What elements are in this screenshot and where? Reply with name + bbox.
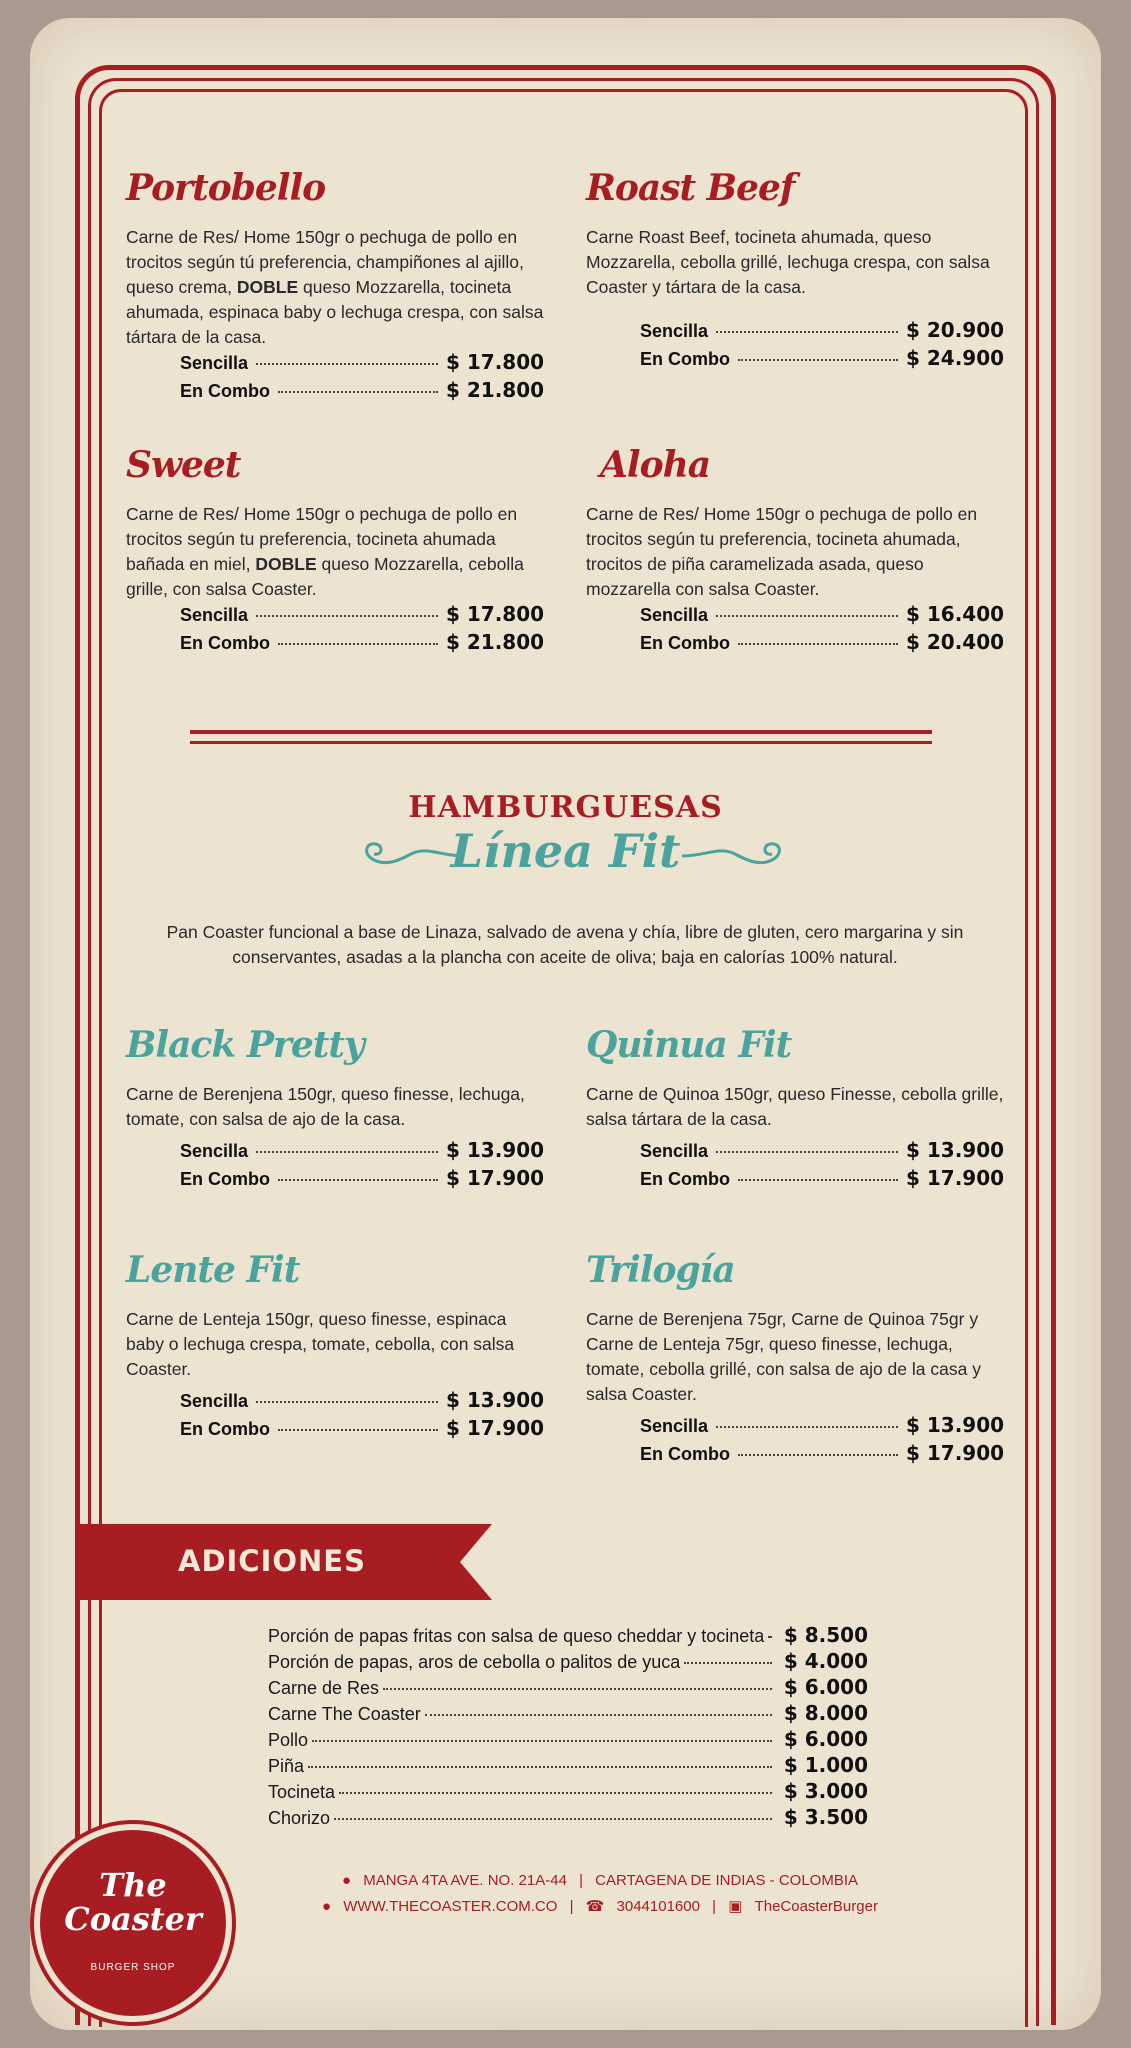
item-description: Carne Roast Beef, tocineta ahumada, queso Mozzarella, cebolla grillé, lechuga crespa, con salsa Coaster y tártara de la casa.: [586, 227, 990, 297]
price-label: En Combo: [640, 1169, 730, 1189]
phone-icon: ☎: [585, 1898, 605, 1915]
price-row-sencilla: [180, 1138, 545, 1166]
price-label: En Combo: [640, 349, 730, 369]
right-swirl-ornament: [680, 836, 790, 876]
price-value: $ 24.900: [906, 346, 1005, 370]
instagram-handle[interactable]: TheCoasterBurger: [754, 1898, 878, 1915]
dot-leader: [768, 1636, 772, 1638]
dot-leader: [738, 1179, 898, 1181]
addon-row: [268, 1805, 868, 1831]
addon-row: [268, 1649, 868, 1675]
address-text: MANGA 4TA AVE. NO. 21A-44: [363, 1872, 567, 1889]
addon-label: Tocineta: [268, 1782, 336, 1802]
menu-item-roast-beef: [586, 163, 1006, 374]
location-pin-icon: ●: [341, 1872, 352, 1889]
city-text: CARTAGENA DE INDIAS - COLOMBIA: [595, 1872, 859, 1889]
item-description: Carne de Res/ Home 150gr o pechuga de pollo en trocitos según tu preferencia, tocineta ahumada bañada en miel, DOBLE queso Mozzarella, cebolla grille, con salsa Coaster.: [126, 504, 524, 599]
addon-price: $ 6.000: [783, 1727, 868, 1751]
item-title: Quinua Fit: [586, 1024, 792, 1066]
section-divider-bottom: [190, 741, 932, 744]
dot-leader: [256, 363, 438, 365]
addon-label: Porción de papas, aros de cebolla o palitos de yuca: [268, 1652, 681, 1672]
item-title: Roast Beef: [586, 167, 795, 209]
price-value: $ 21.800: [446, 378, 545, 402]
price-row-combo: [180, 378, 545, 406]
price-row-combo: [640, 1166, 1005, 1194]
addon-row: [268, 1779, 868, 1805]
addon-label: Pollo: [268, 1730, 309, 1750]
price-value: $ 13.900: [446, 1388, 545, 1412]
price-value: $ 13.900: [906, 1413, 1005, 1437]
instagram-icon: ▣: [728, 1898, 743, 1915]
price-label: Sencilla: [180, 1141, 249, 1161]
item-title: Portobello: [126, 167, 326, 209]
item-description: Carne de Lenteja 150gr, queso finesse, espinaca baby o lechuga crespa, tomate, cebolla, con salsa Coaster.: [126, 1309, 515, 1379]
dot-leader: [312, 1740, 772, 1742]
addon-label: Porción de papas fritas con salsa de queso cheddar y tocineta: [268, 1626, 765, 1646]
menu-item-black-pretty: [126, 1020, 546, 1194]
dot-leader: [716, 1426, 898, 1428]
addon-label: Chorizo: [268, 1808, 331, 1828]
item-title: Trilogía: [586, 1249, 735, 1291]
price-label: Sencilla: [180, 605, 249, 625]
addon-price: $ 6.000: [783, 1675, 868, 1699]
menu-item-sweet: [126, 440, 546, 658]
price-label: En Combo: [640, 1444, 730, 1464]
dot-leader: [278, 1179, 438, 1181]
section-subtitle: Línea Fit: [450, 824, 681, 878]
price-value: $ 13.900: [906, 1138, 1005, 1162]
price-label: Sencilla: [180, 353, 249, 373]
dot-leader: [256, 615, 438, 617]
price-row-combo: [180, 1166, 545, 1194]
price-label: En Combo: [180, 1169, 270, 1189]
price-row-combo: [640, 630, 1005, 658]
menu-item-lente-fit: [126, 1245, 546, 1444]
price-label: En Combo: [180, 633, 270, 653]
price-label: Sencilla: [640, 321, 709, 341]
price-value: $ 17.900: [446, 1166, 545, 1190]
dot-leader: [716, 615, 898, 617]
price-label: Sencilla: [640, 1141, 709, 1161]
dot-leader: [716, 331, 898, 333]
section-title: HAMBURGUESAS: [408, 790, 723, 825]
addon-row: [268, 1675, 868, 1701]
dot-leader: [256, 1151, 438, 1153]
price-value: $ 20.400: [906, 630, 1005, 654]
dot-leader: [684, 1662, 772, 1664]
item-description: Carne de Res/ Home 150gr o pechuga de pollo en trocitos según tu preferencia, tocineta ahumada, trocitos de piña caramelizada asada, queso mozzarella con salsa Coaster.: [586, 504, 978, 599]
dot-leader: [308, 1766, 772, 1768]
dot-leader: [425, 1714, 772, 1716]
dot-leader: [716, 1151, 898, 1153]
price-label: En Combo: [180, 381, 270, 401]
price-row-sencilla: [640, 602, 1005, 630]
price-value: $ 17.900: [906, 1166, 1005, 1190]
item-description: Carne de Berenjena 75gr, Carne de Quinoa 75gr y Carne de Lenteja 75gr, queso finesse, lechuga, tomate, cebolla grillé, con salsa de ajo de la casa y salsa Coaster.: [586, 1309, 981, 1404]
separator: |: [579, 1872, 583, 1889]
addon-row: [268, 1727, 868, 1753]
item-title: Aloha: [600, 444, 711, 486]
logo-text-line1: The: [99, 1866, 167, 1904]
price-value: $ 13.900: [446, 1138, 545, 1162]
addon-label: Piña: [268, 1756, 305, 1776]
price-value: $ 17.800: [446, 602, 545, 626]
item-title: Lente Fit: [126, 1249, 300, 1291]
price-row-sencilla: [180, 350, 545, 378]
price-row-sencilla: [180, 1388, 545, 1416]
addon-row: [268, 1701, 868, 1727]
addon-label: Carne de Res: [268, 1678, 380, 1698]
addon-price: $ 3.500: [783, 1805, 868, 1829]
price-row-combo: [640, 346, 1005, 374]
item-title: Sweet: [126, 444, 241, 486]
dot-leader: [738, 1454, 898, 1456]
price-row-sencilla: [640, 1138, 1005, 1166]
menu-item-aloha: [586, 440, 1006, 658]
menu-item-portobello: [126, 163, 546, 406]
price-row-combo: [640, 1441, 1005, 1469]
item-title: Black Pretty: [126, 1024, 364, 1066]
web-icon: ●: [322, 1898, 332, 1915]
price-value: $ 17.900: [446, 1416, 545, 1440]
price-value: $ 17.800: [446, 350, 545, 374]
price-label: En Combo: [180, 1419, 270, 1439]
dot-leader: [278, 391, 438, 393]
addon-price: $ 3.000: [783, 1779, 868, 1803]
phone-text[interactable]: 3044101600: [616, 1898, 700, 1915]
separator: |: [712, 1898, 717, 1915]
item-description: Carne de Berenjena 150gr, queso finesse, lechuga, tomate, con salsa de ajo de la casa.: [126, 1084, 525, 1129]
price-value: $ 21.800: [446, 630, 545, 654]
dot-leader: [278, 1429, 438, 1431]
addon-row: [268, 1753, 868, 1779]
website-link[interactable]: WWW.THECOASTER.COM.CO: [343, 1898, 558, 1915]
menu-item-trilogia: [586, 1245, 1006, 1469]
price-row-sencilla: [640, 318, 1005, 346]
section-divider-top: [190, 730, 932, 734]
footer-contact-line: [300, 1897, 900, 1915]
footer-address-line: [300, 1872, 900, 1889]
left-swirl-ornament: [356, 836, 466, 876]
price-row-sencilla: [640, 1413, 1005, 1441]
section-intro: Pan Coaster funcional a base de Linaza, salvado de avena y chía, libre de gluten, cero margarina y sin conservantes, asadas a la plancha con aceite de oliva; baja en calorías 100% natural.: [166, 922, 964, 967]
price-row-combo: [180, 1416, 545, 1444]
dot-leader: [339, 1792, 772, 1794]
adiciones-list: [268, 1623, 868, 1831]
price-label: Sencilla: [180, 1391, 249, 1411]
price-row-combo: [180, 630, 545, 658]
dot-leader: [278, 643, 438, 645]
separator: |: [569, 1898, 574, 1915]
menu-item-quinua-fit: [586, 1020, 1006, 1194]
price-row-sencilla: [180, 602, 545, 630]
price-label: Sencilla: [640, 1416, 709, 1436]
logo-text-line2: Coaster: [64, 1900, 202, 1938]
addon-price: $ 4.000: [783, 1649, 868, 1673]
price-label: Sencilla: [640, 605, 709, 625]
item-description: Carne de Res/ Home 150gr o pechuga de pollo en trocitos según tú preferencia, champiñones al ajillo, queso crema, DOBLE queso Mozzarella, tocineta ahumada, espinaca baby o lechuga crespa, con salsa tártara de la casa.: [126, 227, 544, 347]
price-value: $ 17.900: [906, 1441, 1005, 1465]
addon-price: $ 8.000: [783, 1701, 868, 1725]
dot-leader: [738, 643, 898, 645]
price-label: En Combo: [640, 633, 730, 653]
addon-label: Carne The Coaster: [268, 1704, 421, 1724]
dot-leader: [738, 359, 898, 361]
dot-leader: [256, 1401, 438, 1403]
addon-price: $ 1.000: [783, 1753, 868, 1777]
item-description: Carne de Quinoa 150gr, queso Finesse, cebolla grille, salsa tártara de la casa.: [586, 1084, 1004, 1129]
addon-price: $ 8.500: [783, 1623, 868, 1647]
dot-leader: [334, 1818, 772, 1820]
dot-leader: [383, 1688, 772, 1690]
price-value: $ 16.400: [906, 602, 1005, 626]
logo-subtitle: BURGER SHOP: [90, 1962, 176, 1973]
adiciones-title: ADICIONES: [178, 1544, 366, 1578]
addon-row: [268, 1623, 868, 1649]
price-value: $ 20.900: [906, 318, 1005, 342]
